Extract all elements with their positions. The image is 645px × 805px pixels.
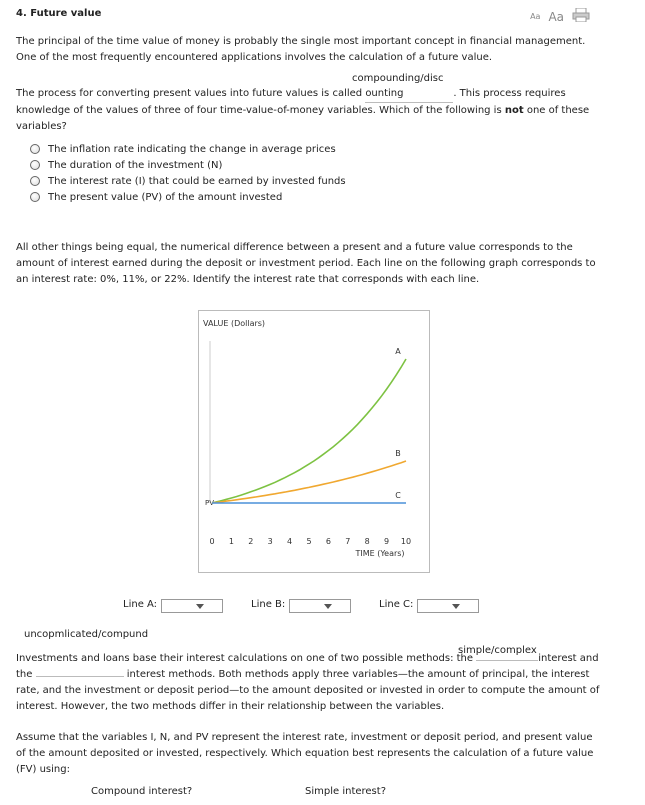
chevron-down-icon bbox=[196, 604, 204, 609]
option-duration[interactable]: The duration of the investment (N) bbox=[30, 157, 222, 173]
pv-label: PV bbox=[205, 499, 215, 507]
future-value-chart bbox=[199, 311, 429, 572]
radio-button[interactable] bbox=[30, 176, 40, 186]
x-tick-label: 4 bbox=[287, 537, 293, 546]
x-tick-label: 2 bbox=[248, 537, 254, 546]
y-axis-label: VALUE (Dollars) bbox=[203, 319, 266, 328]
series-line-a bbox=[212, 359, 406, 503]
series-label-b: B bbox=[395, 448, 401, 458]
font-smaller-button[interactable]: Aa bbox=[530, 12, 541, 21]
line-a-dropdown[interactable] bbox=[161, 599, 223, 613]
chevron-down-icon bbox=[452, 604, 460, 609]
process-paragraph: The process for converting present values into future values is called ounting . This process requires knowledge of the values of three of four time-value-of-money variables. Which of the following is not one of these variables? bbox=[16, 88, 590, 132]
method-dropdown-1[interactable] bbox=[476, 660, 538, 661]
chevron-down-icon bbox=[324, 604, 332, 609]
x-tick-label: 3 bbox=[267, 537, 273, 546]
process-dropdown[interactable]: ounting bbox=[365, 86, 453, 103]
x-tick-label: 6 bbox=[325, 537, 331, 546]
radio-button[interactable] bbox=[30, 160, 40, 170]
method-dropdown-2[interactable] bbox=[36, 676, 124, 677]
x-tick-label: 9 bbox=[384, 537, 390, 546]
x-tick-label: 10 bbox=[400, 537, 412, 546]
compound-dropdown-label: uncopmlicated/compund bbox=[24, 629, 149, 640]
line-c-dropdown[interactable] bbox=[417, 599, 479, 613]
line-c-label: Line C: bbox=[379, 599, 414, 610]
option-interest-rate[interactable]: The interest rate (I) that could be earned by invested funds bbox=[30, 173, 346, 189]
line-a-label: Line A: bbox=[123, 599, 158, 610]
simple-dropdown-label: simple/complex bbox=[458, 645, 537, 656]
x-tick-label: 5 bbox=[306, 537, 312, 546]
series-label-c: C bbox=[395, 491, 401, 500]
option-inflation[interactable]: The inflation rate indicating the change in average prices bbox=[30, 141, 336, 157]
x-tick-label: 8 bbox=[364, 537, 370, 546]
header-tools bbox=[530, 8, 590, 25]
graph-intro-paragraph: All other things being equal, the numerical difference between a present and a future value corresponds to the amount of interest earned during the deposit or investment period. Each line on the following graph corresponds to an interest rate: 0%, 11%, or 22%. Identify the interest rate that corresponds with each line. bbox=[16, 242, 596, 285]
compound-interest-label: Compound interest? bbox=[91, 786, 193, 797]
font-larger-button[interactable]: Aa bbox=[548, 9, 564, 24]
line-b-label: Line B: bbox=[251, 599, 286, 610]
line-b-dropdown[interactable] bbox=[289, 599, 351, 613]
assume-paragraph: Assume that the variables I, N, and PV represent the interest rate, investment or deposit period, and present value of the amount deposited or invested, respectively. Which equation best represents the calculation of a future value (FV) using: bbox=[16, 732, 594, 775]
question-title: 4. Future value bbox=[16, 8, 102, 19]
radio-button[interactable] bbox=[30, 144, 40, 154]
simple-interest-label: Simple interest? bbox=[305, 786, 386, 797]
x-tick-label: 0 bbox=[209, 537, 215, 546]
methods-paragraph: Investments and loans base their interest calculations on one of two possible methods: the interest and the interest methods. Both methods apply three variables—the amount of principal, the interest rate, and the investment or deposit period—to the amount deposited or invested in order to compute the amount of interest. However, the two methods differ in their relationship between the variables. bbox=[16, 653, 600, 712]
series-line-b bbox=[212, 461, 406, 503]
chart-container bbox=[198, 310, 430, 573]
x-tick-label: 7 bbox=[345, 537, 351, 546]
x-axis-label: TIME (Years) bbox=[355, 549, 405, 558]
printer-icon[interactable] bbox=[572, 8, 590, 25]
intro-paragraph: The principal of the time value of money is probably the single most important concept in financial management. One of the most frequently encountered applications involves the calculation of a future value. bbox=[16, 36, 586, 63]
option-present-value[interactable]: The present value (PV) of the amount invested bbox=[30, 189, 282, 205]
series-label-a: A bbox=[395, 347, 401, 356]
x-tick-label: 1 bbox=[228, 537, 234, 546]
radio-button[interactable] bbox=[30, 192, 40, 202]
compounding-dropdown-label: compounding/disc bbox=[352, 73, 444, 84]
